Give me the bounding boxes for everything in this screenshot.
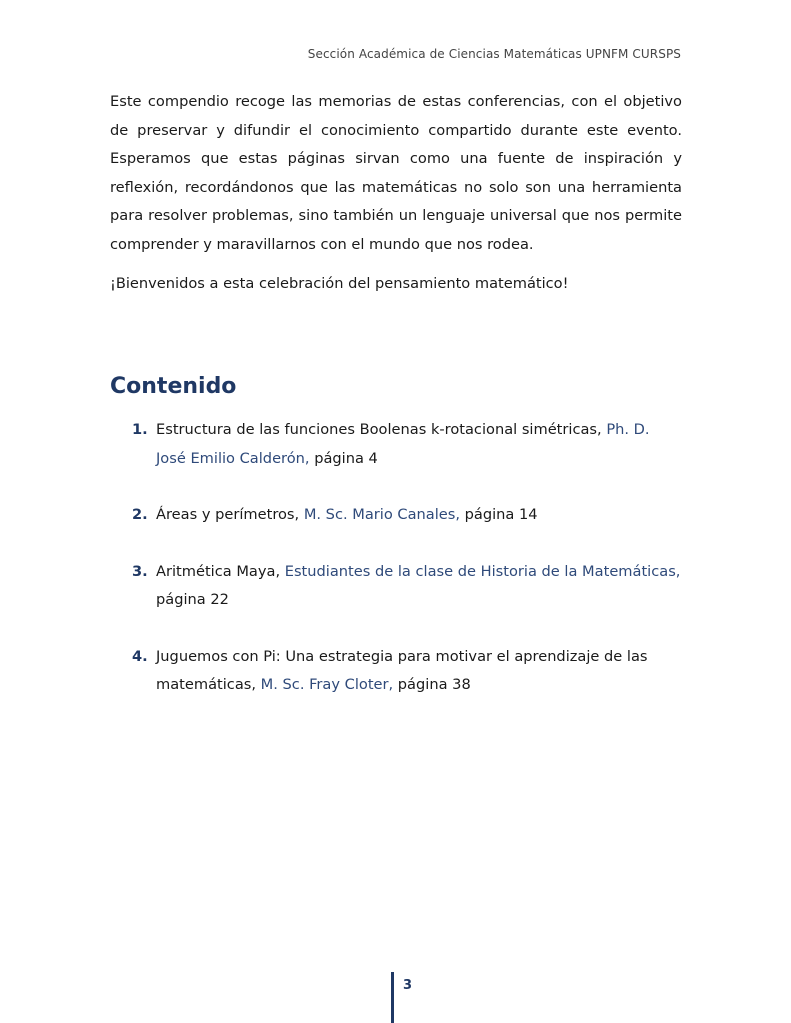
intro-paragraph: Este compendio recoge las memorias de estas conferencias, con el objetivo de preservar y difundir el conocimiento compartido durante este evento. Esperamos que estas páginas sirvan como una fuente de inspiración y reflexión, recordándonos que las matemáticas no solo son una herramienta para resolver problemas, sino también un lenguaje universal que nos permite comprender y maravillarnos con el mundo que nos rodea. xyxy=(110,93,682,253)
page-header: Sección Académica de Ciencias Matemáticas UPNFM CURSPS xyxy=(307,47,681,61)
page-number: 3 xyxy=(403,978,413,993)
toc-entry-number: 2. xyxy=(132,506,148,523)
toc-entry-page: página 4 xyxy=(314,449,378,467)
toc-entry-title: Áreas y perímetros, xyxy=(156,506,300,523)
table-of-contents xyxy=(110,416,682,728)
toc-entry-page: página 38 xyxy=(397,676,471,693)
toc-entry-author: M. Sc. Fray Cloter, xyxy=(260,676,394,693)
toc-entry-4 xyxy=(110,643,682,700)
toc-entry-2 xyxy=(110,501,682,530)
toc-entry-author: Ph. D. José Emilio Calderón, xyxy=(156,421,650,467)
toc-entry-page: página 22 xyxy=(156,591,229,608)
toc-entry-3 xyxy=(110,558,682,615)
toc-entry-author: M. Sc. Mario Canales, xyxy=(303,506,461,523)
toc-entry-number: 1. xyxy=(132,421,148,438)
toc-entry-number: 3. xyxy=(132,562,148,580)
welcome-text: ¡Bienvenidos a esta celebración del pensamiento matemático! xyxy=(110,275,569,292)
toc-entry-title: Juguemos con Pi: Una estrategia para motivar el aprendizaje de las matemáticas, xyxy=(156,647,648,693)
page-footer xyxy=(391,972,424,1023)
toc-entry-title: Estructura de las funciones Boolenas k-rotacional simétricas, xyxy=(156,421,602,438)
toc-entry-number: 4. xyxy=(132,647,148,665)
table-of-contents-title: Contenido xyxy=(110,374,237,399)
toc-entry-1 xyxy=(110,416,682,473)
toc-entry-title: Aritmética Maya, xyxy=(156,562,281,580)
toc-entry-author: Estudiantes de la clase de Historia de la Matemáticas, xyxy=(284,562,681,580)
toc-entry-page: página 14 xyxy=(464,506,538,523)
